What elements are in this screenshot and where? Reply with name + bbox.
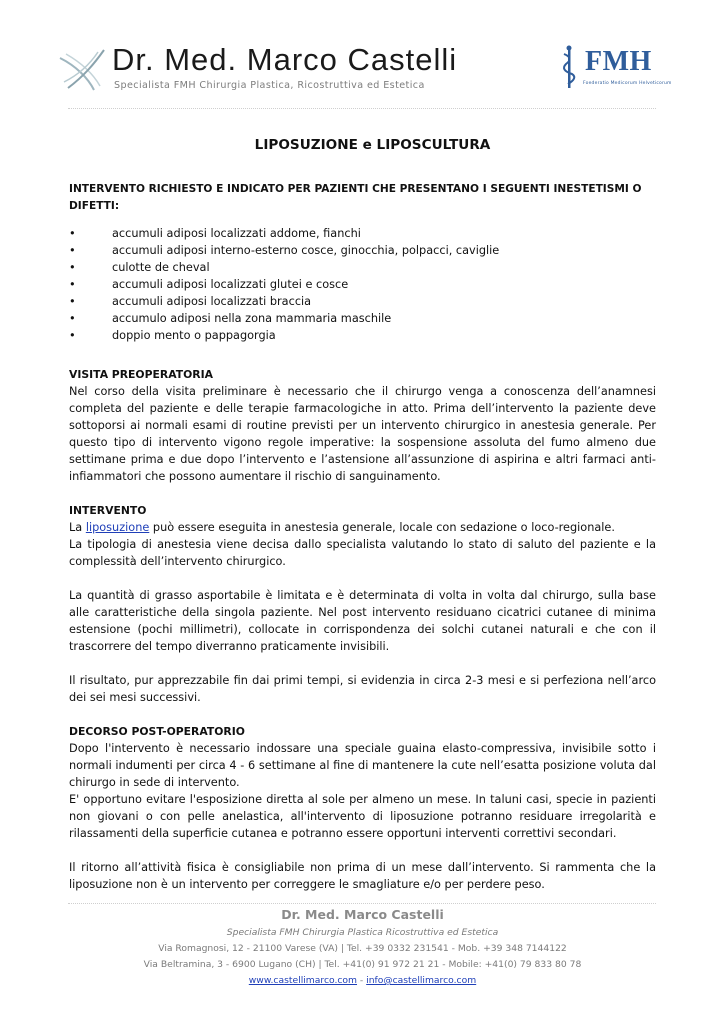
section-title-intervento: INTERVENTO [69, 504, 147, 517]
intervento-paragraph-3: La quantità di grasso asportabile è limitata e è determinata di volta in volta dal chirurgo, sulla base alle caratteristiche della singola paziente. Nel post intervento residuano cicatrici cutanee di minima estensione (pochi millimetri), collocate in corrispondenza dei solchi cutanei naturali e che con il trascorrere del tempo diverranno praticamente invisibili. [69, 589, 656, 653]
document-body [69, 131, 656, 893]
list-item: • accumuli adiposi localizzati addome, fianchi [69, 225, 656, 242]
footer-address-lugano: Via Beltramina, 3 - 6900 Lugano (CH) | Tel. +41(0) 91 972 21 21 - Mobile: +41(0) 79 833 80 78 [143, 959, 582, 970]
liposuzione-link[interactable]: liposuzione [85, 521, 150, 534]
fmh-badge: FMH [585, 46, 652, 77]
website-link[interactable]: www.castellimarco.com [248, 975, 358, 986]
header-divider [68, 108, 656, 109]
list-item: • accumuli adiposi localizzati braccia [69, 293, 656, 310]
list-item: • accumuli adiposi localizzati glutei e cosce [69, 276, 656, 293]
indications-list [69, 225, 656, 344]
decorso-paragraph-3: Il ritorno all’attività fisica è consigliabile non prima di un mese dall’intervento. Si rammenta che la liposuzione non è un intervento per correggere le smagliature e/o per perdere peso. [69, 861, 656, 891]
page-header [0, 0, 725, 110]
email-link[interactable]: info@castellimarco.com [366, 975, 477, 986]
decorso-paragraph-2: E' opportuno evitare l'esposizione diretta al sole per almeno un mese. In taluni casi, specie in pazienti non giovani o con pelle anelastica, all'intervento di liposuzione potranno residuare irregolarità e rilassamenti della superficie cutanea e potranno essere opportuni interventi correttivi secondari. [69, 793, 656, 840]
list-item: • doppio mento o pappagorgia [69, 327, 656, 344]
footer-divider [68, 903, 656, 904]
swoosh-logo-icon [58, 48, 108, 92]
section-title-visita: VISITA PREOPERATORIA [69, 368, 213, 381]
intervento-paragraph-2: La tipologia di anestesia viene decisa dallo specialista valutando lo stato di saluto del paziente e la complessità dell’intervento chirurgico. [69, 538, 656, 568]
intervento-paragraph-1: La liposuzione può essere eseguita in anestesia generale, locale con sedazione o loco-regionale. [69, 521, 615, 534]
doctor-name: Dr. Med. Marco Castelli [112, 42, 458, 77]
list-item: • accumuli adiposi interno-esterno cosce, ginocchia, polpacci, caviglie [69, 242, 656, 259]
list-item: • culotte de cheval [69, 259, 656, 276]
footer-links: www.castellimarco.com - info@castellimarco.com [248, 975, 477, 986]
page-title: LIPOSUZIONE e LIPOSCULTURA [254, 137, 491, 153]
footer-address-varese: Via Romagnosi, 12 - 21100 Varese (VA) | Tel. +39 0332 231541 - Mob. +39 348 7144122 [158, 943, 567, 954]
page-footer [0, 905, 725, 989]
footer-specialty: Specialista FMH Chirurgia Plastica Ricostruttiva ed Estetica [226, 927, 499, 938]
visita-paragraph: Nel corso della visita preliminare è necessario che il chirurgo venga a conoscenza dell’anamnesi completa del paziente e delle terapie farmacologiche in atto. Prima dell’intervento la paziente deve sottoporsi ai normali esami di routine previsti per un intervento chirurgico in anestesia generale. Per questo tipo di intervento vigono regole imperative: la sospensione assoluta del fumo almeno due settimane prima e due dopo l’intervento e l’astensione all’assunzione di aspirina e altri farmaci anti-infiammatori che possono aumentare il rischio di sanguinamento. [69, 385, 656, 483]
section-title-decorso: DECORSO POST-OPERATORIO [69, 725, 245, 738]
indications-heading: INTERVENTO RICHIESTO E INDICATO PER PAZIENTI CHE PRESENTANO I SEGUENTI INESTETISMI O DIFETTI: [69, 183, 642, 212]
doctor-subtitle: Specialista FMH Chirurgia Plastica, Ricostruttiva ed Estetica [114, 80, 425, 91]
footer-doctor-name: Dr. Med. Marco Castelli [281, 907, 444, 922]
intervento-paragraph-4: Il risultato, pur apprezzabile fin dai primi tempi, si evidenzia in circa 2-3 mesi e si perfeziona nell’arco dei sei mesi successivi. [69, 674, 656, 704]
decorso-paragraph-1: Dopo l'intervento è necessario indossare una speciale guaina elasto-compressiva, invisibile sotto i normali indumenti per circa 4 - 6 settimane al fine di mantenere la cute nell’esatta posizione voluta dal chirurgo in sede di intervento. [69, 742, 656, 789]
fmh-badge-subtitle: Foederatio Medicorum Helveticorum [583, 81, 672, 86]
list-item: • accumulo adiposi nella zona mammaria maschile [69, 310, 656, 327]
